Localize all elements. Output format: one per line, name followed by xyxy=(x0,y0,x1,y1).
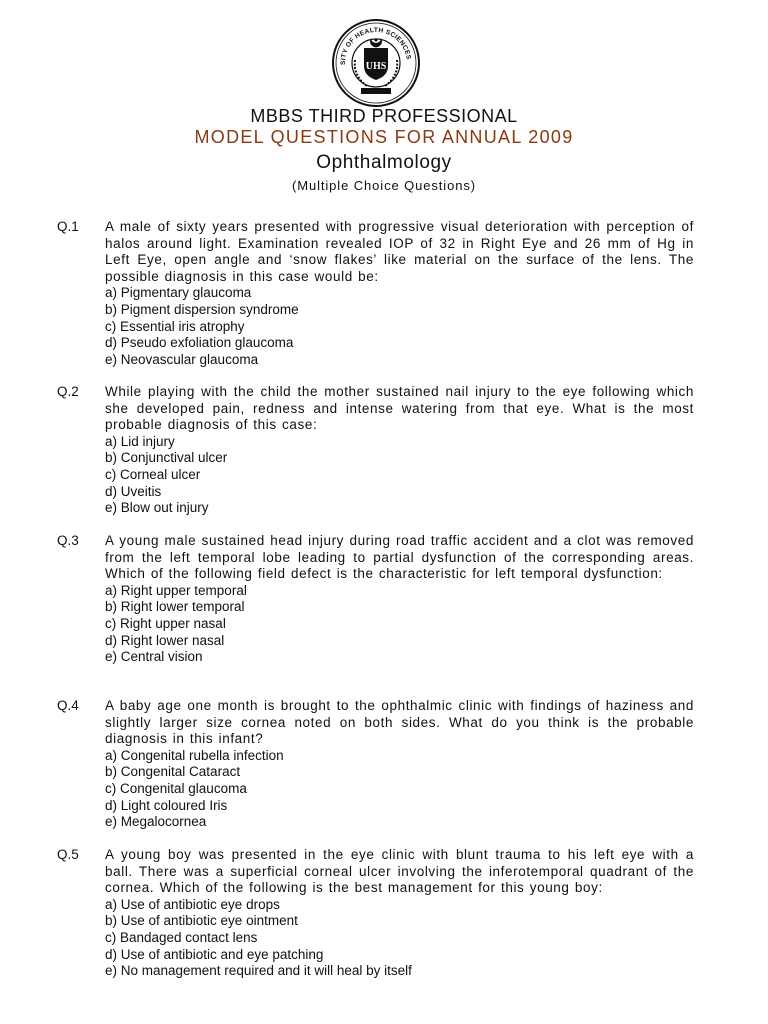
question-number: Q.2 xyxy=(57,384,79,399)
question-text: While playing with the child the mother sustained nail injury to the eye following which she developed pain, redness and intense watering from that eye. What is the most probable diagnosis of this case: xyxy=(105,384,694,433)
question-number: Q.3 xyxy=(57,533,79,548)
option-list xyxy=(105,897,694,980)
option: d) Light coloured Iris xyxy=(105,797,228,813)
option-list xyxy=(105,434,694,517)
seal-ring-text: SITY OF HEALTH SCIENCES xyxy=(339,26,412,66)
option: c) Corneal ulcer xyxy=(105,466,201,482)
question-type-subtitle: (Multiple Choice Questions) xyxy=(292,178,476,193)
option: a) Right upper temporal xyxy=(105,582,247,598)
option: c) Essential iris atrophy xyxy=(105,318,245,334)
option: c) Congenital glaucoma xyxy=(105,780,247,796)
question-text: A young male sustained head injury during road traffic accident and a clot was removed from the left temporal lobe leading to partial dysfunction of the corresponding areas. Which of the following field defect is the characteristic for left temporal dysfunction: xyxy=(105,533,694,582)
option: b) Conjunctival ulcer xyxy=(105,450,228,466)
option: d) Uveitis xyxy=(105,483,162,499)
subject-title: Ophthalmology xyxy=(316,152,452,173)
option: c) Right upper nasal xyxy=(105,615,226,631)
option: d) Right lower nasal xyxy=(105,632,225,648)
option-list xyxy=(105,583,694,666)
question-number: Q.1 xyxy=(57,219,79,234)
option: e) Central vision xyxy=(105,649,203,665)
option: a) Use of antibiotic eye drops xyxy=(105,896,280,912)
question-text: A young boy was presented in the eye clinic with blunt trauma to his left eye with a ball. There was a superficial corneal ulcer involving the inferotemporal quadrant of the cornea. Which of the following is the best management for this young boy: xyxy=(105,847,694,896)
question-text: A baby age one month is brought to the ophthalmic clinic with findings of haziness and slightly larger size cornea noted on both sides. What do you think is the probable diagnosis in this infant? xyxy=(105,698,694,747)
option: e) No management required and it will heal by itself xyxy=(105,963,412,979)
option: e) Blow out injury xyxy=(105,500,209,516)
option: c) Bandaged contact lens xyxy=(105,929,258,945)
exam-title: MBBS THIRD PROFESSIONAL xyxy=(250,106,518,126)
option: d) Use of antibiotic and eye patching xyxy=(105,946,324,962)
model-questions-title: MODEL QUESTIONS FOR ANNUAL 2009 xyxy=(194,127,574,147)
question-number: Q.5 xyxy=(57,847,79,862)
option: b) Use of antibiotic eye ointment xyxy=(105,913,298,929)
option: b) Pigment dispersion syndrome xyxy=(105,301,299,317)
question-text: A male of sixty years presented with progressive visual deterioration with perception of halos around light. Examination revealed IOP of 32 in Right Eye and 26 mm of Hg in Left Eye, open angle and ‘snow flakes’ like material on the surface of the lens. The possible diagnosis in this case would be: xyxy=(105,219,694,284)
option: d) Pseudo exfoliation glaucoma xyxy=(105,335,294,351)
seal-monogram: UHS xyxy=(365,61,387,72)
option: e) Megalocornea xyxy=(105,814,207,830)
question-number: Q.4 xyxy=(57,698,79,713)
university-seal-logo xyxy=(331,18,421,108)
option: b) Congenital Cataract xyxy=(105,764,241,780)
option: a) Congenital rubella infection xyxy=(105,747,284,763)
option: e) Neovascular glaucoma xyxy=(105,351,259,367)
option: a) Lid injury xyxy=(105,433,175,449)
option: a) Pigmentary glaucoma xyxy=(105,285,252,301)
option-list xyxy=(105,285,694,368)
option-list xyxy=(105,748,694,831)
option: b) Right lower temporal xyxy=(105,599,245,615)
